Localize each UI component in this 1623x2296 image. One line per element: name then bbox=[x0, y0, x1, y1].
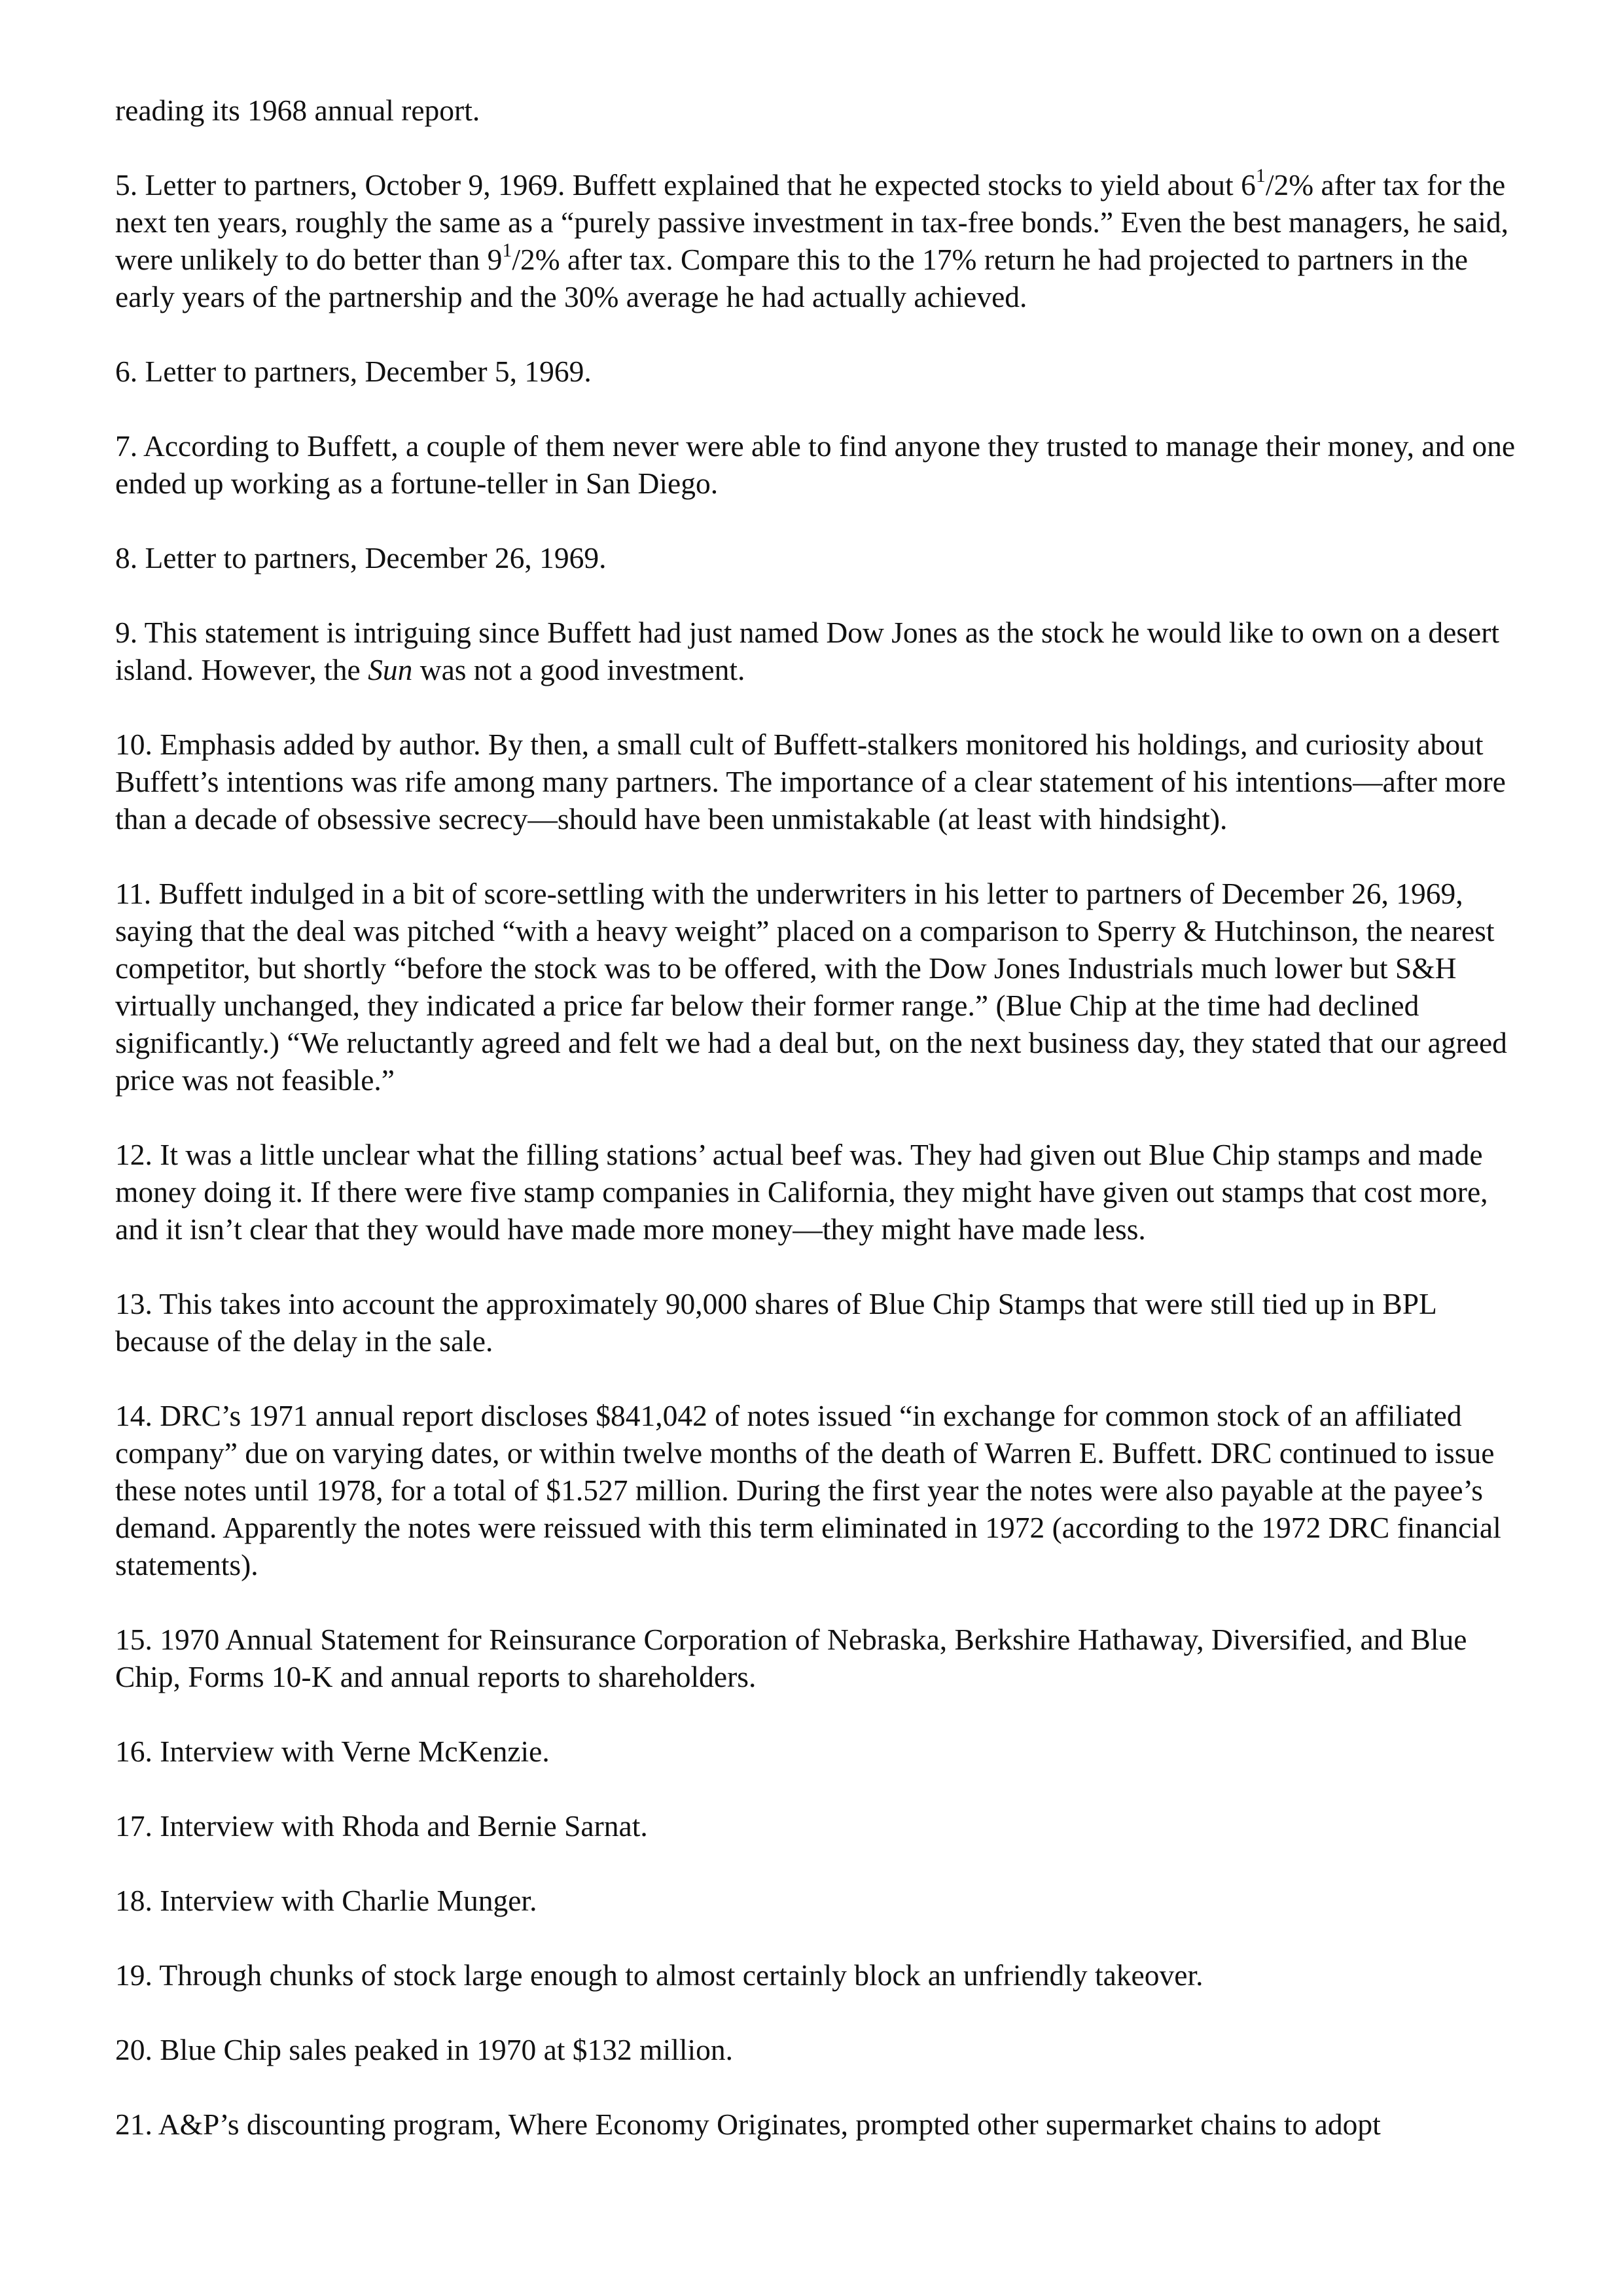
continuation-text: reading its 1968 annual report. bbox=[115, 94, 480, 127]
note-9-italic-title: Sun bbox=[368, 653, 413, 686]
note-7: 7. According to Buffett, a couple of them never were able to find anyone they trusted to manage their money, and one ended up working as a fortune-teller in San Diego. bbox=[115, 429, 1516, 500]
note-10: 10. Emphasis added by author. By then, a small cult of Buffett-stalkers monitored his holdings, and curiosity about Buffett’s intentions was rife among many partners. The importance of a clear statement of his intentions—after more than a decade of obsessive secrecy—should have been unmistakable (at least with hindsight). bbox=[115, 728, 1506, 836]
note-21: 21. A&P’s discounting program, Where Economy Originates, prompted other supermarket chains to adopt bbox=[115, 2108, 1381, 2141]
note-12: 12. It was a little unclear what the filling stations’ actual beef was. They had given out Blue Chip stamps and made money doing it. If there were five stamp companies in California, they might have given out stamps that cost more, and it isn’t clear that they would have made more money—they might have made less. bbox=[115, 1138, 1488, 1246]
note-17: 17. Interview with Rhoda and Bernie Sarnat. bbox=[115, 1809, 648, 1843]
note-5 bbox=[115, 166, 1522, 315]
note-13: 13. This takes into account the approximately 90,000 shares of Blue Chip Stamps that were still tied up in BPL because of the delay in the sale. bbox=[115, 1287, 1436, 1358]
note-11: 11. Buffett indulged in a bit of score-settling with the underwriters in his letter to partners of December 26, 1969, saying that the deal was pitched “with a heavy weight” placed on a comparison to Sperry & Hutchinson, the nearest competitor, but shortly “before the stock was to be offered, with the Dow Jones Industrials much lower but S&H virtually unchanged, they indicated a price far below their former range.” (Blue Chip at the time had declined significantly.) “We reluctantly agreed and felt we had a deal but, on the next business day, they stated that our agreed price was not feasible.” bbox=[115, 877, 1507, 1097]
note-19: 19. Through chunks of stock large enough to almost certainly block an unfriendly takeover. bbox=[115, 1958, 1204, 1992]
note-8: 8. Letter to partners, December 26, 1969. bbox=[115, 541, 607, 574]
note-15: 15. 1970 Annual Statement for Reinsurance Corporation of Nebraska, Berkshire Hathaway, Diversified, and Blue Chip, Forms 10-K and annual reports to shareholders. bbox=[115, 1623, 1467, 1693]
note-20: 20. Blue Chip sales peaked in 1970 at $132 million. bbox=[115, 2033, 734, 2066]
note-5-superscript-2: 1 bbox=[502, 239, 512, 261]
note-16: 16. Interview with Verne McKenzie. bbox=[115, 1735, 550, 1768]
note-5-text-c: /2% after tax. Compare this to the 17% return he had projected to partners in the early years of the partnership and the 30% average he had actually achieved. bbox=[115, 243, 1468, 313]
note-9-text-b: was not a good investment. bbox=[412, 653, 745, 686]
note-9 bbox=[115, 614, 1522, 688]
note-continuation bbox=[115, 92, 1522, 129]
note-14: 14. DRC’s 1971 annual report discloses $841,042 of notes issued “in exchange for common stock of an affiliated company” due on varying dates, or within twelve months of the death of Warren E. Buffett. DRC continued to issue these notes until 1978, for a total of $1.527 million. During the first year the notes were also payable at the payee’s demand. Apparently the notes were reissued with this term eliminated in 1972 (according to the 1972 DRC financial statements). bbox=[115, 1399, 1501, 1581]
note-18: 18. Interview with Charlie Munger. bbox=[115, 1884, 537, 1917]
note-5-text-a: 5. Letter to partners, October 9, 1969. Buffett explained that he expected stocks to yield about 6 bbox=[115, 168, 1256, 202]
note-9-text-a: 9. This statement is intriguing since Buffett had just named Dow Jones as the stock he would like to own on a desert island. However, the bbox=[115, 616, 1499, 686]
note-6: 6. Letter to partners, December 5, 1969. bbox=[115, 355, 592, 388]
endnotes-column bbox=[115, 92, 1522, 2143]
note-5-text-b: /2% after tax for the next ten years, roughly the same as a “purely passive investment in tax-free bonds.” Even the best managers, he said, were unlikely to do better than 9 bbox=[115, 168, 1508, 276]
note-5-superscript-1: 1 bbox=[1255, 164, 1266, 186]
